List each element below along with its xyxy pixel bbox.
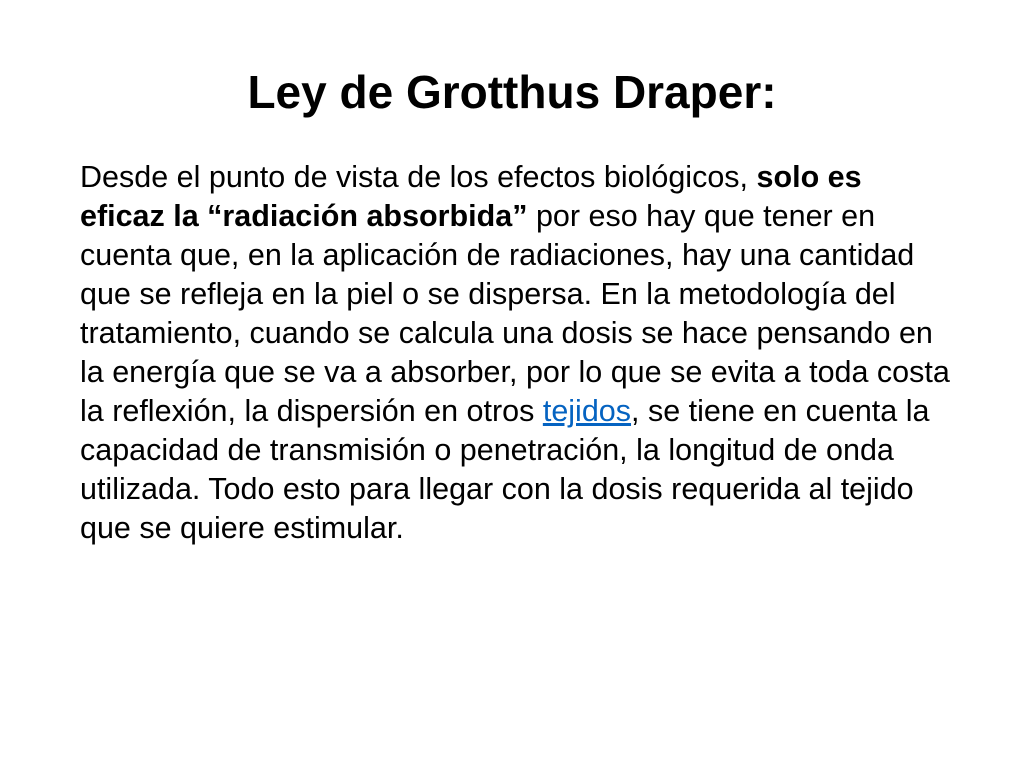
tejidos-link[interactable]: tejidos (542, 394, 632, 428)
body-text-middle: por eso hay que tener en cuenta que, en la aplicación de radiaciones, hay una cantidad que se refleja en la piel o se dispersa. En la metodología del tratamiento, cuando se calcula una dosis se hace pensando en la energía que se va a absorber, por lo que se evita a toda costa la reflexión, la dispersión en otros (80, 199, 950, 428)
body-text-end: , se tiene en cuenta la capacidad de transmisión o penetración, la longitud de onda utilizada. Todo esto para llegar con la dosis requerida al tejido que se quiere estimular. (80, 394, 930, 545)
body-text-intro: Desde el punto de vista de los efectos biológicos, (80, 160, 757, 194)
slide-body-paragraph (80, 158, 950, 548)
body-text-bold-emphasis: solo es eficaz la “radiación absorbida” (80, 160, 862, 233)
slide-title: Ley de Grotthus Draper: (247, 66, 777, 118)
